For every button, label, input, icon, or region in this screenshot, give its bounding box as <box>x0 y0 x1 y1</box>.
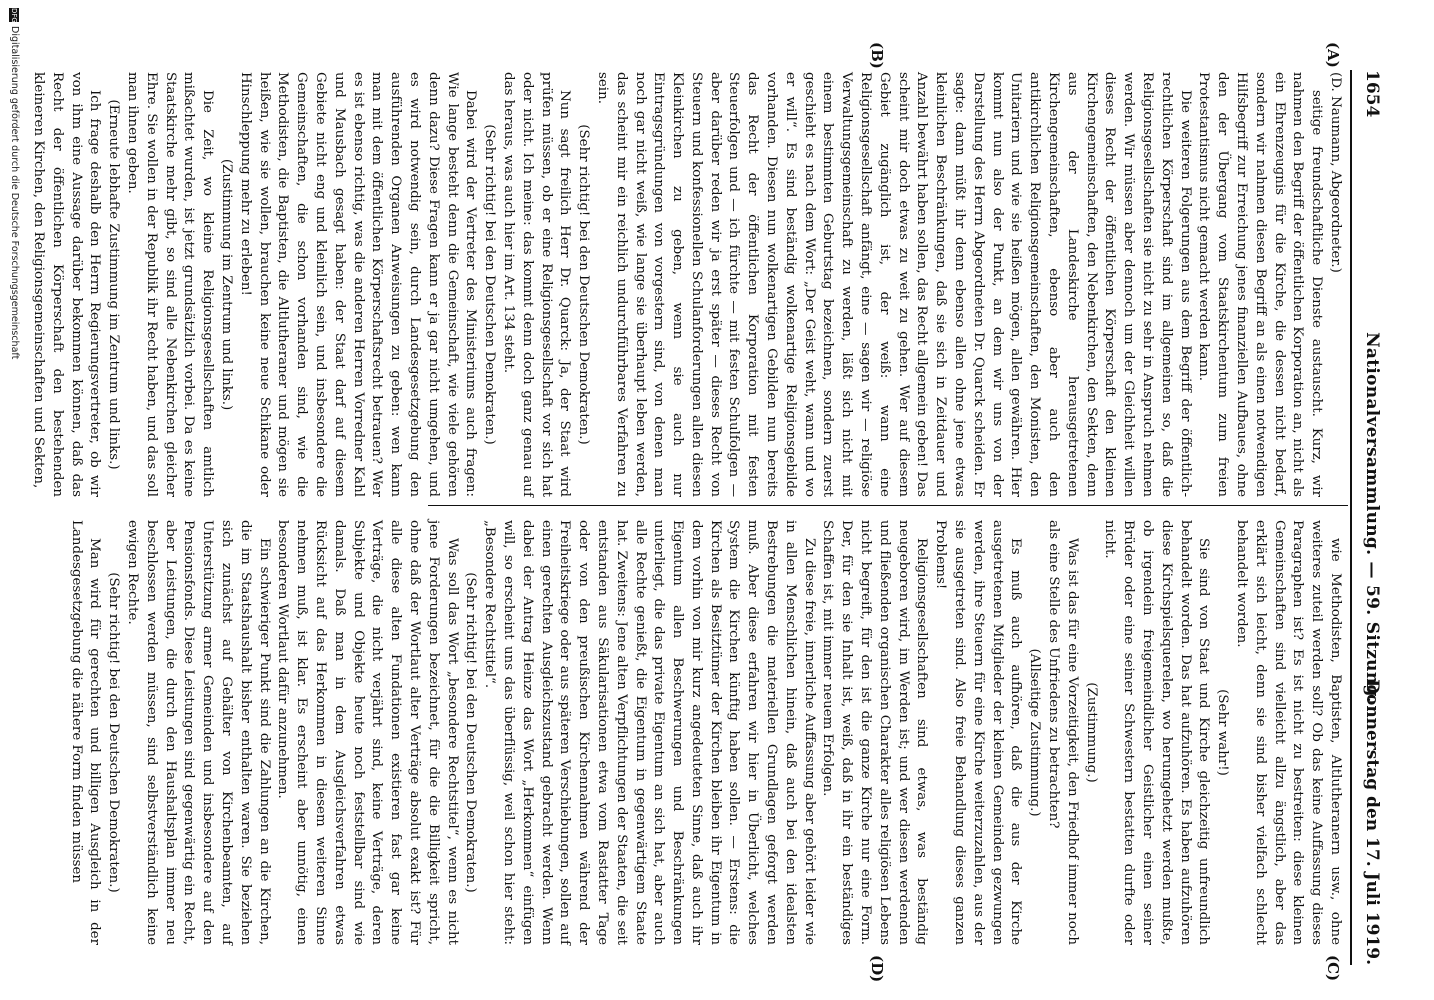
footer-credit <box>9 8 20 359</box>
right-paragraph: Was soll das Wort „besondere Rechtstitel“, wenn es nicht jene Forderungen bezeichnet, für die die Billigkeit spricht, ohne daß der Wortlaut alter Verträge absolut exakt ist? Für alle diese alten Fundationen existieren fast gar keine Verträge, die nicht verjährt sind, keine Verträge, deren Subjekte und Objekte heute noch feststellbar sind wie damals. Daß man in dem Ausgleichsverfahren etwas Rücksicht auf das Herkommen in diesem weiteren Sinne nehmen muß, ist klar. Es erscheint aber unnötig, einen besonderen Wortlaut dafür anzunehmen. <box>275 520 460 945</box>
left-column <box>31 72 1344 497</box>
right-paragraph: Was ist das für eine Vorzeitigkeit, den Friedhof immer noch als eine Stelle des Unfriedens zu betrachten? <box>1046 520 1080 945</box>
right-paragraph: Es muß auch aufhören, daß die aus der Kirche ausgetretenen Mitglieder der kleinen Gemeinden gezwungen werden, ihre Steuern für eine Kirche weiterzuzahlen, aus der sie ausgetreten sind. Also freie Behandlung dieses ganzen Problems! <box>933 520 1024 945</box>
right-paragraph: Zu diese freie, innerliche Auffassung aber gehört leider wie in allen Menschlichen hinein, daß auch bei den idealsten Bestrebungen die materiellen Grundlagen geforgt werden muß. Aber diese erfahren wir hier in Überlicht, welches System die Kirchen künftig haben sollen. — Erstens: die Kirchen als Besitztümer der Kirchen bleiben ihr Eigentum in dem vorhin von mir kurz angedeuteten Sinne, daß auch ihr Eigentum allen Beschwerungen und Beschränkungen unterliegt, die das private Eigentum an sich hat, aber auch alle Rechte genießt, die Eigentum in gegenwärtigem Staate hat. Zweitens: Jene alten Verpflichtungen der Staaten, die seit entstanden aus Säkularisationen etwa vom Rastatter Tage oder von den preußischen Kirchennahmen während der Freiheitskriege oder aus späteren Verschiebungen, sollen auf einen gerechten Ausgleichszustand gebracht werden. Wenn dabei der Antrag Heinze das Wort „Herkommen“ einfügen will, so erscheint uns das überflüssig, weil schon hier steht: „Besondere Rechtstitel“. <box>482 520 817 945</box>
left-interjection: (Erneute lebhafte Zustimmung im Zentrum und links.) <box>106 99 122 470</box>
right-interjection: (Allseitige Zustimmung.) <box>1027 648 1043 817</box>
right-interjection: (Sehr richtig! bei den Deutschen Demokraten.) <box>463 572 479 893</box>
margin-marker-d: (D) <box>868 955 886 983</box>
left-paragraph: seitige freundschaftliche Dienste austauscht. Kurz, wir nahmen den Begriff der öffentlichen Korporation an, nicht als ein Ehrenzeugnis für die Kirche, die dessen nicht bedarf, sondern wir nahmen diesen Begriff an als einen notwendigen Hilfsbegriff zur Erreichung jenes finanziellen Aufbaues, ohne den der Übergang vom Staatskirchentum zum freien Protestantismus nicht gemacht werden kann. <box>1196 72 1325 497</box>
left-paragraph: Die weiteren Folgerungen aus dem Begriff der öffentlich-rechtlichen Körperschaft sind im allgemeinen so, daß die Religionsgesellschaften sie nicht zu sehr in Anspruch nehmen werden. Wir müssen aber dennoch um der Gleichheit willen dieses Recht der öffentlichen Körperschaft den kleinen Kirchengemeinschaften, den Nebenkirchen, den Sekten, denn aus der Landeskirche herausgetretenen Kirchengemeinschaften, ebenso aber auch den antikirchlichen Religionsgemeinschaften, den Monisten, den Unitariern und wie sie heißen mögen, allen gewähren. Hier kommt nun also der Punkt, an dem wir uns von der Darstellung des Herrn Abgeordneten Dr. Quarck scheiden. Er sagte: dann müßt ihr denn ebenso allen ohne jene etwas kleinlichen Beschränkungen, daß sie sich in Zeitdauer und Anzahl bewährt haben sollen, das Recht allgemein geben! Das scheint mir doch etwas zu weit zu gehen. Wer auf diesem Gebiet zugänglich ist, der weiß: wann eine Religionsgesellschaft anfängt, eine — sagen wir — religiöse Verwaltungsgemeinschaft zu werden, läßt sich nicht mit einem bestimmten Geburtstag bezeichnen, sondern zuerst geschieht es nach dem Wort: „Der Geist weht, wann und wo er will“. Es sind beständig wolkenartige Religionsgebilde vorhanden. Diesen nun wolkenartigen Gebilden nun bereits das Recht der öffentlichen Korporation mit festen Steuerfolgen und — ich fürchte — mit festen Schulfolgen — aber darüber reden wir ja erst später — dieses Recht von Steuern und konfessionellen Schulanforderungen allen diesen Kleinkirchen zu geben, wenn sie auch nur Eintragsgründungen von vorgestern sind, von denen man noch gar nicht weiß, wie lange sie überhaupt leben werden, das scheint mir ein reichlich undurchführbares Verfahren zu sein. <box>594 72 1193 497</box>
right-interjection: (Sehr richtig! bei den Deutschen Demokraten.) <box>106 572 122 893</box>
margin-marker-c: (C) <box>1324 955 1342 982</box>
right-paragraph: Man wird für gerechten und billigen Ausgleich in der Landesgesetzgebung die nähere Form finden müssen <box>68 520 103 945</box>
left-interjection: (Sehr richtig! bei den Deutschen Demokraten.) <box>482 124 498 445</box>
footer-text: Digitalisierung gefördert durch die Deutsche Forschungsgemeinschaft <box>9 26 20 360</box>
session-date: Donnerstag den 17. Juli 1919. <box>1362 679 1382 965</box>
right-paragraph: wie Methodisten, Baptisten, Altlutheranern usw., ohne weiteres zuteil werden soll? Ob das keine Auffassung dieses Paragraphen ist? Es ist nicht zu bestreiten: diese kleinen Gemeinschaften sind vielleicht allzu ängstlich, aber das erklärt sich leicht, denn sie sind bisher vielfach schlecht behandelt worden. <box>1234 520 1343 945</box>
right-paragraph: Ein schwieriger Punkt sind die Zahlungen an die Kirchen, die im Staatshaushalt bisher enthalten waren. Sie beziehen sich zunächst auf Gehälter von Kirchenbeamten, auf Unterstützung armer Gemeinden und insbesondere auf den Pensionsfonds. Diese Leistungen sind gegenwärtig ein Recht, aber Leistungen, die durch den Haushaltsplan immer neu beschlossen werden müssen, sind selbstverständlich keine ewigen Rechte. <box>125 520 272 945</box>
left-paragraph: Dabei wird der Vertreter des Ministeriums auch fragen: Wie lange besteht denn die Gemeinschaft, wie viele gehören denn dazu? Diese Fragen kann er ja gar nicht umgehen, und es wird notwendig sein, durch Landesgesetzgebung den ausführenden Organen Anweisungen zu geben: wen kann man mit dem öffentlichen Körperschaftsrecht betrauen? Wer es ist ebenso richtig, was die anderen Herren Vorredner Kahl und Mausbach gesagt haben: der Staat darf auf diesem Gebiete nicht eng und kleinlich sein, und insbesondere die Gemeinschaften, die schon vorhanden sind, wie die Methodisten, die Baptisten, die Altlutheraner und mögen sie heißen, wie sie wollen, brauchen keine neue Schikane oder Hinschleppung mehr zu erleben! <box>237 72 479 497</box>
page-number: 1654 <box>1362 70 1382 118</box>
margin-marker-b: (B) <box>868 42 886 69</box>
page-title: Nationalversammlung. — 59. Sitzung. <box>1362 332 1382 703</box>
left-paragraph: Ich frage deshalb den Herrn Regierungsvertreter, ob wir von ihm eine Aussage darüber bekommen können, daß das Recht der öffentlichen Körperschaft den bestehenden kleineren Kirchen, den Religionsgemeinschaften und Sekten, <box>31 72 103 497</box>
margin-marker-a: (A) <box>1324 42 1342 68</box>
left-speaker: (D. Naumann, Abgeordneter.) <box>1328 72 1343 273</box>
dfg-logo-icon: DFG <box>10 8 19 23</box>
left-interjection: (Sehr richtig! bei den Deutschen Demokraten.) <box>576 124 592 445</box>
right-interjection: (Zustimmung.) <box>1083 682 1099 783</box>
right-interjection: (Sehr wahr!) <box>1215 689 1231 776</box>
right-column <box>68 520 1344 945</box>
page-header <box>1350 70 1386 965</box>
left-paragraph: Die Zeit, wo kleine Religionsgesellschaften amtlich mißachtet wurden, ist jetzt grundsätzlich vorbei. Da es keine Staatskirche mehr gibt, so sind alle Nebenkirchen gleicher Ehre. Sie wollen in der Republik ihr Recht haben, und das soll man ihnen geben. <box>125 72 216 497</box>
left-interjection: (Zustimmung im Zentrum und links.) <box>218 158 234 411</box>
right-paragraph: Religionsgesellschaften sind etwas, was beständig neugeboren wird, im Werden ist; und wer diesen werdenden und fließenden organischen Charakter alles religiösen Lebens nicht begreift, für den ist die ganze Kirche nur eine Form. Der, für den sie Inhalt ist, weiß, daß in ihr ein beständiges Schaffen ist, mit immer neuem Erfolgen. <box>820 520 930 945</box>
left-paragraph: Nun sagt freilich Herr Dr. Quarck: Ja, der Staat wird prüfen müssen, ob er eine Religionsgesellschaft vor sich hat oder nicht. Ich meine: das kommt denn doch ganz genau auf das heraus, was auch hier im Art. 134 steht. <box>500 72 573 497</box>
column-divider <box>428 505 1348 506</box>
right-paragraph: Sie sind von Staat und Kirche gleichzeitig unfreundlich behandelt worden. Das hat aufzuhören. Es haben aufzuhören diese Kirchspielsquerelen, wo herumgehetzt werden mußte, ob irgendein freigemeindlicher Geistlicher einen seiner Brüder oder eine seiner Schwestern bestatten durfte oder nicht. <box>1102 520 1212 945</box>
